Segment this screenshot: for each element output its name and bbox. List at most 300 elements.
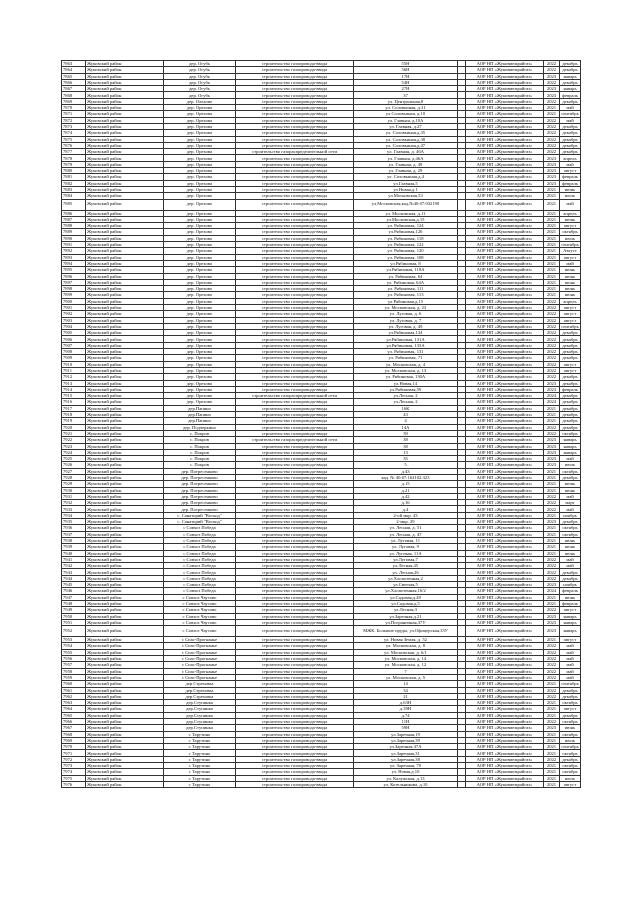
month-cell: декабрь	[560, 149, 581, 155]
district-cell: Жуковский район	[86, 161, 164, 167]
row-number-cell: 7942	[62, 563, 86, 569]
address-cell: 5	[354, 462, 458, 468]
address-cell: ул. Рябиновая, 113	[354, 292, 458, 298]
month-cell: декабрь	[560, 418, 581, 424]
month-cell: июнь	[560, 537, 581, 543]
row-number-cell: 7951	[62, 619, 86, 625]
organization-cell: АОР НП «Жуковмежрайгаз»	[466, 449, 544, 455]
address-cell: 4	[354, 418, 458, 424]
work-type-cell: строительство газопровода-ввода	[236, 693, 354, 699]
organization-cell: АОР НП «Жуковмежрайгаз»	[466, 718, 544, 724]
address-cell: кад. № 40:07:162102:323	[354, 475, 458, 481]
work-type-cell: строительство газопровода-ввода	[236, 367, 354, 373]
address-cell: ул. Луговая, д. 6	[354, 311, 458, 317]
organization-cell: АОР НП «Жуковмежрайгаз»	[466, 223, 544, 229]
month-cell: август	[560, 367, 581, 373]
address-cell: д.16	[354, 500, 458, 506]
district-cell: Жуковский район	[86, 355, 164, 361]
month-cell: июнь	[560, 544, 581, 550]
district-cell: Жуковский район	[86, 430, 164, 436]
locality-cell: с Совхоз Чаусово	[164, 594, 236, 600]
year-cell: 2021	[544, 700, 560, 706]
organization-cell: АОР НП «Жуковмежрайгаз»	[466, 544, 544, 550]
month-cell: май	[560, 506, 581, 512]
organization-cell: АОР НП «Жуковмежрайгаз»	[466, 493, 544, 499]
district-cell: Жуковский район	[86, 449, 164, 455]
organization-cell: АОР НП «Жуковмежрайгаз»	[466, 563, 544, 569]
address-cell: ул.Лесная,45	[354, 563, 458, 569]
address-cell: д.74	[354, 712, 458, 718]
year-cell: 2022	[544, 336, 560, 342]
work-type-cell: строительство газопровода-ввода	[236, 273, 354, 279]
month-cell: июнь	[560, 286, 581, 292]
month-cell: декабрь	[560, 142, 581, 148]
year-cell: 2022	[544, 130, 560, 136]
month-cell: февраль	[560, 180, 581, 186]
locality-cell: дер. Подчеркино	[164, 424, 236, 430]
organization-cell: АОР НП «Жуковмежрайгаз»	[466, 531, 544, 537]
year-cell: 2022	[544, 136, 560, 142]
address-cell: д.21	[354, 487, 458, 493]
row-number-cell: 7879	[62, 161, 86, 167]
work-type-cell: строительство газопровода-ввода	[236, 681, 354, 687]
year-cell: 2022	[544, 668, 560, 674]
district-cell: Жуковский район	[86, 61, 164, 67]
work-type-cell: строительство газопровода-ввода	[236, 424, 354, 430]
row-number-cell: 7904	[62, 323, 86, 329]
year-cell: 2022	[544, 687, 560, 693]
locality-cell: дер. Огубь	[164, 79, 236, 85]
district-cell: Жуковский район	[86, 267, 164, 273]
address-cell: ул. Лесная, д. 51	[354, 525, 458, 531]
address-cell: ул.Рябиновая, 118А	[354, 267, 458, 273]
month-cell: май	[560, 456, 581, 462]
locality-cell: дер. Орехово	[164, 317, 236, 323]
year-cell: 2022	[544, 500, 560, 506]
year-cell: 2022	[544, 311, 560, 317]
table-body	[62, 61, 581, 788]
year-cell: 2022	[544, 149, 560, 155]
month-cell: февраль	[560, 92, 581, 98]
district-cell: Жуковский район	[86, 367, 164, 373]
district-cell: Жуковский район	[86, 199, 164, 210]
row-number-cell: 7934	[62, 512, 86, 518]
locality-cell: с Совхоз Победа	[164, 544, 236, 550]
month-cell: июнь	[560, 481, 581, 487]
row-number-cell: 7964	[62, 706, 86, 712]
work-type-cell: строительство газопровода-ввода	[236, 123, 354, 129]
year-cell: 2021	[544, 254, 560, 260]
month-cell: декабрь	[560, 349, 581, 355]
district-cell: Жуковский район	[86, 405, 164, 411]
month-cell: июль	[560, 193, 581, 199]
organization-cell: АОР НП «Жуковмежрайгаз»	[466, 105, 544, 111]
work-type-cell: строительство газопровода-ввода	[236, 142, 354, 148]
address-cell: 14А	[354, 424, 458, 430]
year-cell: 2023	[544, 725, 560, 731]
organization-cell: АОР НП «Жуковмежрайгаз»	[466, 355, 544, 361]
address-cell: ул. Московская, д. 13	[354, 367, 458, 373]
work-type-cell: строительство газопровода-ввода	[236, 594, 354, 600]
address-cell: ул.Рябиновая, 8	[354, 260, 458, 266]
month-cell: август	[560, 361, 581, 367]
year-cell: 2022	[544, 563, 560, 569]
row-number-cell: 7929	[62, 481, 86, 487]
organization-cell: АОР НП «Жуковмежрайгаз»	[466, 304, 544, 310]
address-cell: ул. Московская, д. 6/1	[354, 649, 458, 655]
locality-cell: дер.Папино	[164, 418, 236, 424]
district-cell: Жуковский район	[86, 619, 164, 625]
locality-cell: дер. Потресенково	[164, 487, 236, 493]
work-type-cell: строительство газопровода-ввода	[236, 355, 354, 361]
month-cell: апрель	[560, 298, 581, 304]
locality-cell: дер. Орехова	[164, 180, 236, 186]
organization-cell: АОР НП «Жуковмежрайгаз»	[466, 111, 544, 117]
year-cell: 2021	[544, 775, 560, 781]
locality-cell: с Совхоз Победа	[164, 531, 236, 537]
year-cell: 2021	[544, 537, 560, 543]
address-cell: ул. Рябиновая, 122	[354, 242, 458, 248]
row-number-cell: 7966	[62, 718, 86, 724]
work-type-cell: строительство газопровода-ввода	[236, 763, 354, 769]
district-cell: Жуковский район	[86, 582, 164, 588]
month-cell: июнь	[560, 725, 581, 731]
work-type-cell: строительство газопровода-ввода	[236, 487, 354, 493]
district-cell: Жуковский район	[86, 493, 164, 499]
row-number-cell: 7975	[62, 775, 86, 781]
organization-cell: АОР НП «Жуковмежрайгаз»	[466, 298, 544, 304]
address-cell: ул. Рябиновая, 108	[354, 254, 458, 260]
address-cell: ул. Луговая, 11	[354, 537, 458, 543]
year-cell: 2023	[544, 174, 560, 180]
row-number-cell: 7901	[62, 304, 86, 310]
month-cell: июнь	[560, 487, 581, 493]
year-cell: 2021	[544, 223, 560, 229]
row-number-cell: 7973	[62, 763, 86, 769]
document-page	[61, 60, 580, 788]
organization-cell: АОР НП «Жуковмежрайгаз»	[466, 512, 544, 518]
locality-cell: дер. Огубь	[164, 67, 236, 73]
work-type-cell: строительство газопровода-ввода	[236, 756, 354, 762]
locality-cell: с Спас-Прогнанье	[164, 649, 236, 655]
locality-cell: дер. Орехово	[164, 229, 236, 235]
work-type-cell: строительство газопровода-ввода	[236, 386, 354, 392]
row-number-cell: 7872	[62, 117, 86, 123]
organization-cell: АОР НП «Жуковмежрайгаз»	[466, 613, 544, 619]
row-number-cell: 7938	[62, 537, 86, 543]
district-cell: Жуковский район	[86, 273, 164, 279]
locality-cell: дер. Орехова	[164, 174, 236, 180]
organization-cell: АОР НП «Жуковмежрайгаз»	[466, 763, 544, 769]
locality-cell: дер. Орехово	[164, 273, 236, 279]
year-cell: 2022	[544, 575, 560, 581]
address-cell: ул.Рябиновая,59	[354, 386, 458, 392]
month-cell: январь	[560, 437, 581, 443]
locality-cell: дер. Орехово	[164, 355, 236, 361]
locality-cell: с Совхоз Победа	[164, 537, 236, 543]
work-type-cell: строительство газопровода-ввода	[236, 323, 354, 329]
year-cell: 2022	[544, 361, 560, 367]
row-number-cell: 7974	[62, 769, 86, 775]
district-cell: Жуковский район	[86, 323, 164, 329]
row-number-cell: 7911	[62, 367, 86, 373]
organization-cell: АОР НП «Жуковмежрайгаз»	[466, 769, 544, 775]
address-cell: МЖК. Большие пруды, ул.Офицерская,33У	[354, 626, 458, 637]
address-cell: ул.Лесная, 2	[354, 399, 458, 405]
organization-cell: АОР НП «Жуковмежрайгаз»	[466, 242, 544, 248]
address-cell: ул. Главная, д. 46А	[354, 149, 458, 155]
row-number-cell: 7886	[62, 210, 86, 216]
organization-cell: АОР НП «Жуковмежрайгаз»	[466, 750, 544, 756]
year-cell: 2021	[544, 248, 560, 254]
row-number-cell: 7870	[62, 105, 86, 111]
locality-cell: с Совхоз Чаусово	[164, 600, 236, 606]
locality-cell: дер.Ступинка	[164, 700, 236, 706]
month-cell: октябрь	[560, 731, 581, 737]
locality-cell: с Тарутино	[164, 731, 236, 737]
district-cell: Жуковский район	[86, 569, 164, 575]
row-number-cell: 7866	[62, 79, 86, 85]
locality-cell: дер. Орехово	[164, 260, 236, 266]
year-cell: 2021	[544, 186, 560, 192]
row-number-cell: 7923	[62, 443, 86, 449]
year-cell: 2021	[544, 260, 560, 266]
organization-cell: АОР НП «Жуковмежрайгаз»	[466, 311, 544, 317]
district-cell: Жуковский район	[86, 737, 164, 743]
locality-cell: дер.Стреховка	[164, 693, 236, 699]
organization-cell: АОР НП «Жуковмежрайгаз»	[466, 656, 544, 662]
district-cell: Жуковский район	[86, 311, 164, 317]
year-cell: 2021	[544, 712, 560, 718]
work-type-cell: строительство газопровода-ввода	[236, 649, 354, 655]
district-cell: Жуковский район	[86, 637, 164, 643]
locality-cell: дер. Потресенково	[164, 506, 236, 512]
work-type-cell: строительство газопровода-ввода	[236, 111, 354, 117]
organization-cell: АОР НП «Жуковмежрайгаз»	[466, 336, 544, 342]
locality-cell: дер. Огубь	[164, 73, 236, 79]
row-number-cell: 7957	[62, 662, 86, 668]
year-cell: 2023	[544, 386, 560, 392]
organization-cell: АОР НП «Жуковмежрайгаз»	[466, 674, 544, 680]
locality-cell: дер. Орехова	[164, 111, 236, 117]
year-cell: 2022	[544, 569, 560, 575]
address-cell: 2-мкр. 29	[354, 519, 458, 525]
organization-cell: АОР НП «Жуковмежрайгаз»	[466, 292, 544, 298]
work-type-cell: строительство газопровода-ввода	[236, 130, 354, 136]
organization-cell: АОР НП «Жуковмежрайгаз»	[466, 619, 544, 625]
address-cell: ул.Садовая,д.5	[354, 600, 458, 606]
month-cell: декабрь	[560, 693, 581, 699]
district-cell: Жуковский район	[86, 304, 164, 310]
work-type-cell: строительство газопровода-ввода	[236, 248, 354, 254]
row-number-cell: 7898	[62, 286, 86, 292]
work-type-cell: строительство газопровода-ввода	[236, 342, 354, 348]
year-cell: 2023	[544, 443, 560, 449]
organization-cell: АОР НП «Жуковмежрайгаз»	[466, 468, 544, 474]
row-number-cell: 7895	[62, 267, 86, 273]
district-cell: Жуковский район	[86, 544, 164, 550]
row-number-cell: 7931	[62, 493, 86, 499]
work-type-cell: строительство газопровода-ввода	[236, 462, 354, 468]
district-cell: Жуковский район	[86, 393, 164, 399]
row-number-cell: 7896	[62, 273, 86, 279]
row-number-cell: 7954	[62, 643, 86, 649]
month-cell: август	[560, 311, 581, 317]
work-type-cell: строительство газопровода-ввода	[236, 254, 354, 260]
work-type-cell: строительство газопровода-ввода	[236, 643, 354, 649]
work-type-cell: строительство газопровода-ввода	[236, 662, 354, 668]
month-cell: июнь	[560, 267, 581, 273]
year-cell: 2023	[544, 619, 560, 625]
work-type-cell: строительство газопровода-ввода	[236, 193, 354, 199]
year-cell: 2021	[544, 781, 560, 787]
district-cell: Жуковский район	[86, 693, 164, 699]
district-cell: Жуковский район	[86, 235, 164, 241]
year-cell: 2022	[544, 317, 560, 323]
district-cell: Жуковский район	[86, 361, 164, 367]
organization-cell: АОР НП «Жуковмежрайгаз»	[466, 199, 544, 210]
work-type-cell: строительство газопровода-ввода	[236, 286, 354, 292]
row-number-cell: 7884	[62, 193, 86, 199]
month-cell: декабрь	[560, 712, 581, 718]
locality-cell: дер. Орехово	[164, 336, 236, 342]
row-number-cell: 7961	[62, 687, 86, 693]
work-type-cell: строительство газопровода-ввода	[236, 430, 354, 436]
work-type-cell: строительство газопровода-ввода	[236, 687, 354, 693]
row-number-cell: 7890	[62, 235, 86, 241]
year-cell: 2021	[544, 286, 560, 292]
organization-cell: АОР НП «Жуковмежрайгаз»	[466, 393, 544, 399]
organization-cell: АОР НП «Жуковмежрайгаз»	[466, 712, 544, 718]
month-cell: октябрь	[560, 718, 581, 724]
year-cell: 2021	[544, 242, 560, 248]
month-cell: сентябрь	[561, 111, 579, 117]
address-cell: ул. Главная, д.10А	[354, 117, 458, 123]
row-number-cell: 7946	[62, 588, 86, 594]
address-cell: 14	[354, 681, 458, 687]
month-cell: декабрь	[560, 380, 581, 386]
organization-cell: АОР НП «Жуковмежрайгаз»	[466, 92, 544, 98]
year-cell: 2023	[544, 437, 560, 443]
year-cell: 2022	[544, 430, 560, 436]
row-number-cell: 7913	[62, 380, 86, 386]
work-type-cell: строительство газопровода-ввода	[236, 405, 354, 411]
locality-cell: дер. Орехово	[164, 242, 236, 248]
work-type-cell: строительство газопровода-ввода	[236, 493, 354, 499]
year-cell: 2022	[544, 123, 560, 129]
district-cell: Жуковский район	[86, 706, 164, 712]
row-number-cell: 7972	[62, 756, 86, 762]
organization-cell: АОР НП «Жуковмежрайгаз»	[466, 519, 544, 525]
district-cell: Жуковский район	[86, 111, 164, 117]
year-cell: 2021	[544, 279, 560, 285]
work-type-cell: строительство газопровода-ввода	[236, 468, 354, 474]
address-cell: ул. Луговая, д. 49	[354, 323, 458, 329]
row-number-cell: 7943	[62, 569, 86, 575]
locality-cell: дер. Огубь	[164, 61, 236, 67]
month-cell: декабрь	[560, 342, 581, 348]
month-cell: июль	[560, 775, 581, 781]
work-type-cell: строительство газопровода-ввода	[236, 744, 354, 750]
month-cell: декабрь	[560, 424, 581, 430]
locality-cell: дер. Орехова	[164, 123, 236, 129]
month-cell: декабрь	[560, 355, 581, 361]
year-cell: 2023	[544, 86, 560, 92]
work-type-cell: строительство газопровода-ввода	[236, 79, 354, 85]
district-cell: Жуковский район	[86, 374, 164, 380]
district-cell: Жуковский район	[86, 336, 164, 342]
organization-cell: АОР НП «Жуковмежрайгаз»	[466, 174, 544, 180]
organization-cell: АОР НП «Жуковмежрайгаз»	[466, 588, 544, 594]
locality-cell: дер.Ступинка	[164, 712, 236, 718]
organization-cell: АОР НП «Жуковмежрайгаз»	[466, 607, 544, 613]
month-cell: июнь	[560, 279, 581, 285]
work-type-cell: строительство газопровода-ввода	[236, 336, 354, 342]
month-cell: февраль	[560, 386, 581, 392]
locality-cell: дер.Стреховка	[164, 687, 236, 693]
year-cell: 2021	[544, 273, 560, 279]
organization-cell: АОР НП «Жуковмежрайгаз»	[466, 481, 544, 487]
address-cell: ул.Садовая,д.49	[354, 594, 458, 600]
locality-cell: дер. Орехова	[164, 105, 236, 111]
work-type-cell: строительство газопровода-ввода	[236, 481, 354, 487]
year-cell: 2021	[544, 475, 560, 481]
row-number-cell: 7945	[62, 582, 86, 588]
locality-cell: дер. Орехово	[164, 399, 236, 405]
district-cell: Жуковский район	[86, 649, 164, 655]
locality-cell: дер. Орехово	[164, 311, 236, 317]
row-number-cell: 7865	[62, 73, 86, 79]
locality-cell: дер.Ступинка	[164, 725, 236, 731]
row-number-cell: 7928	[62, 475, 86, 481]
address-cell: ул. Главная, д. 49	[354, 161, 458, 167]
work-type-cell: строительство газопровода-ввода	[236, 637, 354, 643]
row-number-cell: 7903	[62, 317, 86, 323]
month-cell: декабрь	[560, 330, 581, 336]
month-cell: май	[560, 493, 581, 499]
year-cell: 2021	[544, 235, 560, 241]
locality-cell: дер. Орехово	[164, 330, 236, 336]
work-type-cell: строительство газопровода-ввода	[236, 607, 354, 613]
address-cell: 34	[354, 687, 458, 693]
row-number-cell: 7889	[62, 229, 86, 235]
district-cell: Жуковский район	[86, 98, 164, 104]
locality-cell: дер. Потресенково	[164, 500, 236, 506]
organization-cell: АОР НП «Жуковмежрайгаз»	[466, 342, 544, 348]
locality-cell: с Тарутино	[164, 737, 236, 743]
month-cell: январь	[560, 619, 581, 625]
row-number-cell: 7924	[62, 449, 86, 455]
row-number-cell: 7908	[62, 349, 86, 355]
month-cell: октябрь	[560, 430, 581, 436]
row-number-cell: 7940	[62, 550, 86, 556]
address-cell: ул. Московская, д. 4	[354, 361, 458, 367]
row-number-cell: 7869	[62, 98, 86, 104]
work-type-cell: строительство газопровода-ввода	[236, 216, 354, 222]
year-cell: 2023	[544, 155, 560, 161]
year-cell: 2021	[544, 405, 560, 411]
address-cell: ул. Лесная,26	[354, 569, 458, 575]
district-cell: Жуковский район	[86, 763, 164, 769]
address-cell: 13	[354, 449, 458, 455]
row-number-cell: 7914	[62, 386, 86, 392]
locality-cell: дер.Папино	[164, 405, 236, 411]
organization-cell: АОР НП «Жуковмежрайгаз»	[466, 117, 544, 123]
row-number-cell: 7930	[62, 487, 86, 493]
work-type-cell: строительство газопровода-ввода	[236, 731, 354, 737]
work-type-cell: строительство газопровода-ввода	[236, 700, 354, 706]
row-number-cell: 7909	[62, 355, 86, 361]
